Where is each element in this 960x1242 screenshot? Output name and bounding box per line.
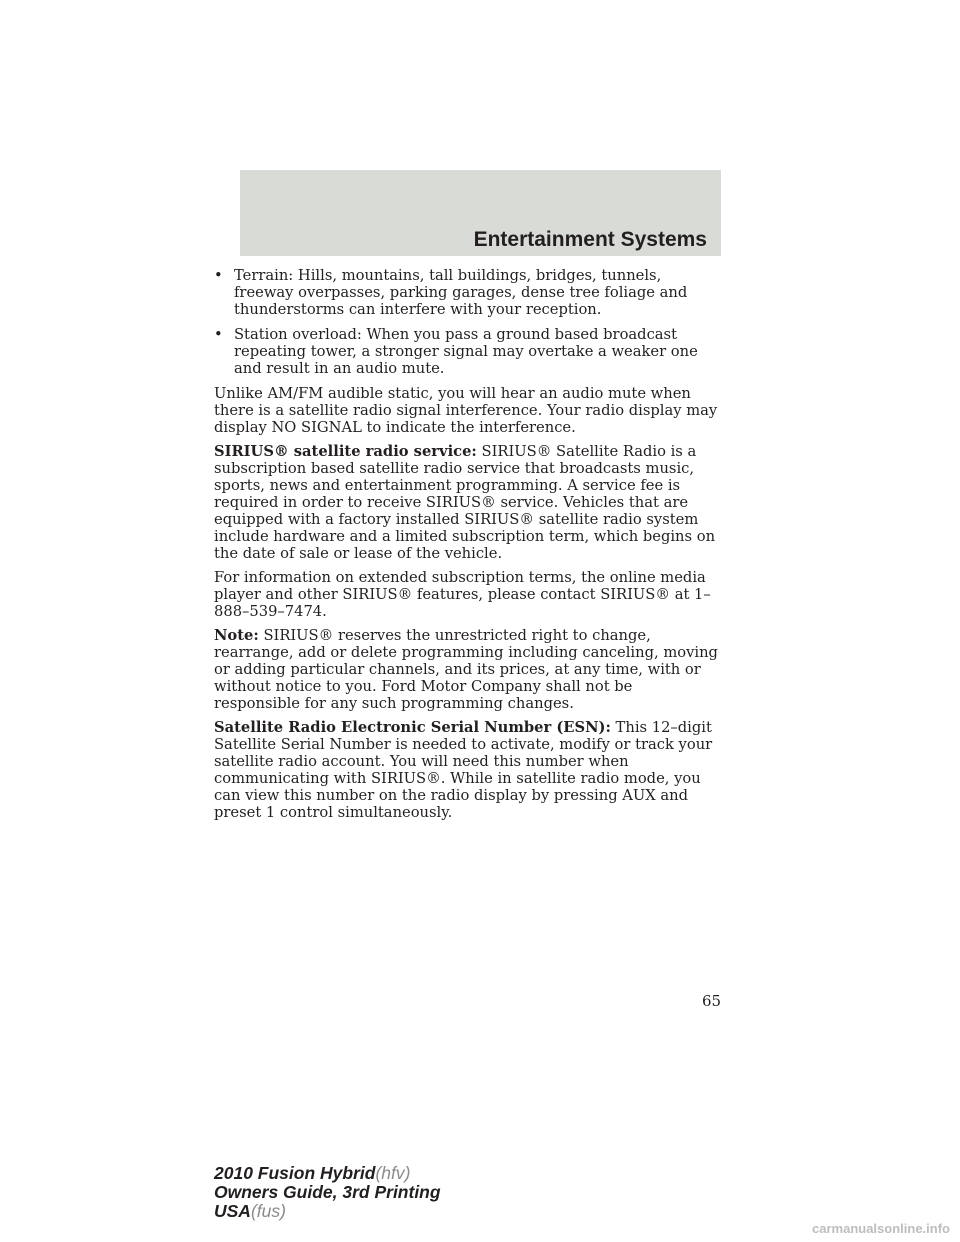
bullet-item-terrain: [214, 267, 719, 318]
page-content: [214, 267, 719, 828]
page-number: 65: [702, 992, 722, 1010]
footer-line-market: [214, 1202, 441, 1221]
bullet-text: Terrain: Hills, mountains, tall buildings, bridges, tunnels, freeway overpasses, parking garages, dense tree foliage and thunderstorms can interfere with your reception.: [234, 267, 688, 318]
bullet-mark: •: [214, 326, 223, 343]
section-title: Entertainment Systems: [473, 228, 707, 251]
paragraph-note: [214, 627, 719, 712]
paragraph-body: SIRIUS® Satellite Radio is a subscription based satellite radio service that broadcasts music, sports, news and entertainment programming. A service fee is required in order to receive SIRIUS® service. Vehicles that are equipped with a factory installed SIRIUS® satellite radio system include hardware and a limited subscription term, which begins on the date of sale or lease of the vehicle.: [214, 443, 716, 562]
paragraph-lead: SIRIUS® satellite radio service:: [214, 443, 477, 460]
document-footer: [214, 1164, 441, 1221]
section-header-band: [240, 170, 721, 256]
footer-model-code: (hfv): [375, 1163, 411, 1183]
paragraph-body: SIRIUS® reserves the unrestricted right to change, rearrange, add or delete programming including canceling, moving or adding particular channels, and its prices, at any time, with or without notice to you. Ford Motor Company shall not be responsible for any such programming changes.: [214, 627, 718, 712]
bullet-mark: •: [214, 267, 223, 284]
bullet-item-station-overload: [214, 326, 719, 377]
footer-model: 2010 Fusion Hybrid: [214, 1163, 376, 1183]
footer-market: USA: [214, 1201, 251, 1221]
paragraph-body: This 12–digit Satellite Serial Number is needed to activate, modify or track your satellite radio account. You will need this number when communicating with SIRIUS®. While in satellite radio mode, you can view this number on the radio display by pressing AUX and preset 1 control simultaneously.: [214, 719, 713, 821]
paragraph-lead: Satellite Radio Electronic Serial Number (ESN):: [214, 719, 611, 736]
paragraph-audio-mute: Unlike AM/FM audible static, you will hear an audio mute when there is a satellite radio signal interference. Your radio display may display NO SIGNAL to indicate the interference.: [214, 385, 718, 436]
paragraph-lead: Note:: [214, 627, 259, 644]
footer-printing: Owners Guide, 3rd Printing: [214, 1182, 441, 1202]
footer-line-model: [214, 1164, 441, 1183]
paragraph-contact-info: For information on extended subscription terms, the online media player and other SIRIUS® features, please contact SIRIUS® at 1–888–539–7474.: [214, 569, 711, 620]
watermark: carmanualsonline.info: [812, 1221, 950, 1236]
paragraph-esn: [214, 719, 719, 821]
bullet-text: Station overload: When you pass a ground based broadcast repeating tower, a stronger signal may overtake a weaker one and result in an audio mute.: [234, 326, 698, 377]
paragraph-sirius-service: [214, 443, 719, 562]
footer-market-code: (fus): [250, 1201, 286, 1221]
